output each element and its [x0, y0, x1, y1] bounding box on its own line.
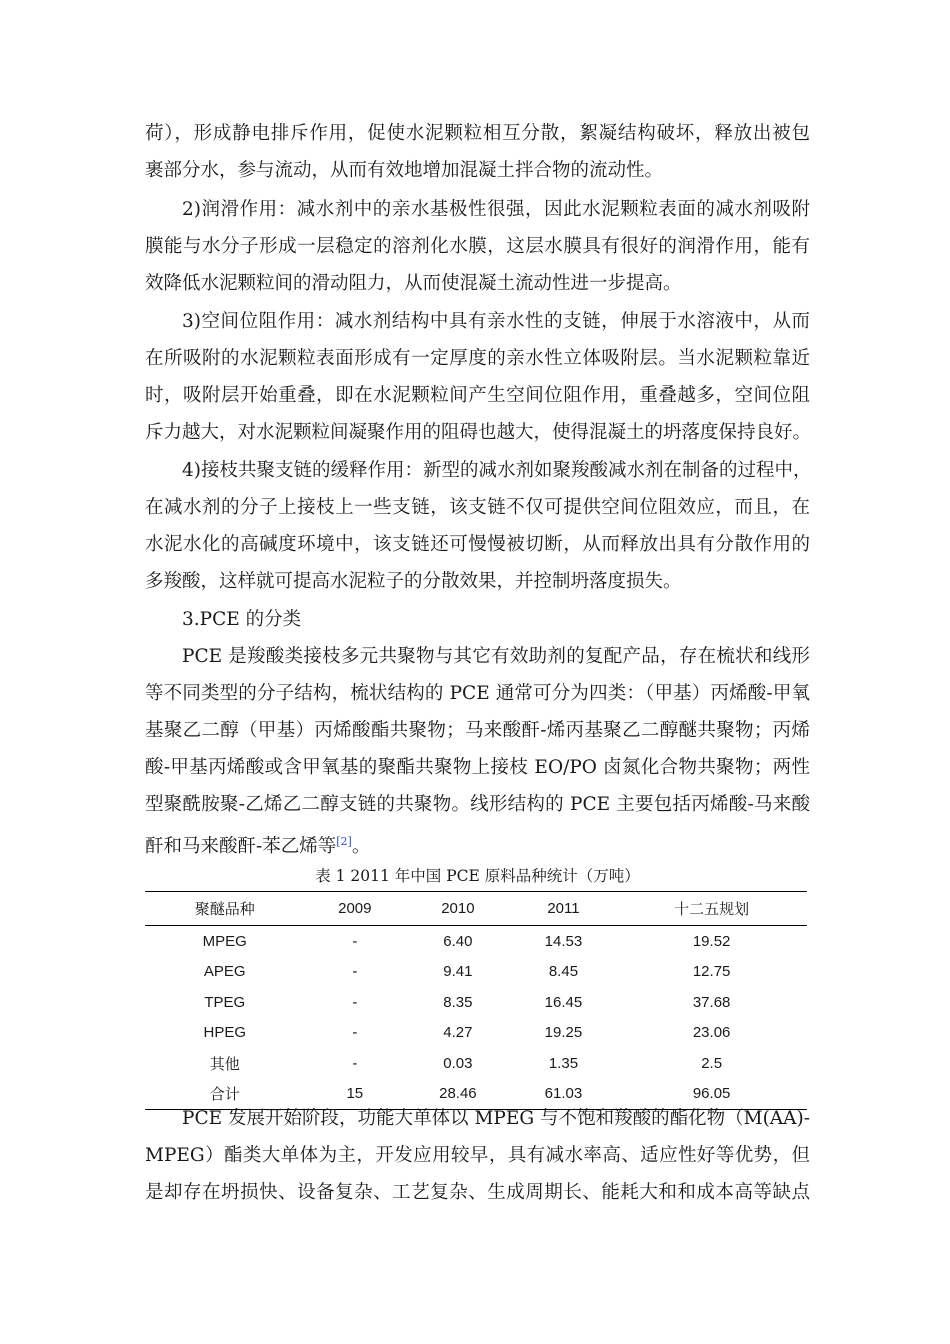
table-cell: TPEG: [204, 993, 246, 1011]
text-line: 2)润滑作用：减水剂中的亲水基极性很强，因此水泥颗粒表面的减水剂吸附: [182, 199, 810, 220]
section-heading: 3.PCE 的分类: [182, 609, 302, 630]
table-cell: 96.05: [692, 1085, 731, 1103]
text-line-last: [145, 823, 810, 860]
text-line: 效降低水泥颗粒间的滑动阻力，从而使混凝土流动性进一步提高。: [145, 273, 682, 294]
table-cell: 12.75: [692, 963, 731, 981]
text-line: PCE 是羧酸类接枝多元共聚物与其它有效助剂的复配产品，存在梳状和线形: [182, 646, 810, 667]
text-line: 酸-甲基丙烯酸或含甲氧基的聚酯共聚物上接枝 EO/PO 卤氮化合物共聚物；两性: [145, 757, 810, 778]
text-line: 型聚酰胺聚-乙烯乙二醇支链的共聚物。线形结构的 PCE 主要包括丙烯酸-马来酸: [145, 794, 810, 815]
text-line: 基聚乙二醇（甲基）丙烯酸酯共聚物；马来酸酐-烯丙基聚乙二醇醚共聚物；丙烯: [145, 720, 810, 741]
text-line: 在减水剂的分子上接枝上一些支链，该支链不仅可提供空间位阻效应，而且，在: [145, 497, 810, 518]
paragraph-pce-development: [145, 1100, 810, 1211]
table-cell: 6.40: [443, 932, 473, 950]
paragraph-steric-hindrance: [145, 303, 810, 451]
text-line: 等不同类型的分子结构，梳状结构的 PCE 通常可分为四类：（甲基）丙烯酸-甲氧: [145, 683, 810, 704]
table-cell: 其他: [209, 1055, 240, 1073]
table-cell: -: [352, 993, 358, 1011]
text-line: MPEG）酯类大单体为主，开发应用较早，具有减水率高、适应性好等优势，但: [145, 1145, 810, 1166]
text-line: 荷），形成静电排斥作用，促使水泥颗粒相互分散，絮凝结构破坏，释放出被包: [145, 123, 810, 144]
table-cell: MPEG: [202, 932, 247, 950]
pce-raw-material-table: [145, 891, 807, 1110]
table-cell: 14.53: [544, 932, 583, 950]
table-cell: 37.68: [692, 993, 731, 1011]
table-cell: 合计: [209, 1086, 240, 1104]
paragraph-pce-classification: [145, 638, 810, 860]
table-row: [145, 1018, 807, 1049]
text-line: 多羧酸，这样就可提高水泥粒子的分散效果，并控制坍落度损失。: [145, 571, 682, 592]
column-header: 2011: [547, 900, 580, 917]
table-cell: -: [352, 1054, 358, 1072]
table-cell: -: [352, 1024, 358, 1042]
table-cell: 0.03: [443, 1054, 473, 1072]
text-line: 4)接枝共聚支链的缓释作用：新型的减水剂如聚羧酸减水剂在制备的过程中，: [182, 460, 812, 481]
text-line: 裹部分水，参与流动，从而有效地增加混凝土拌合物的流动性。: [145, 160, 664, 181]
table-cell: 19.52: [692, 932, 731, 950]
column-header: 2010: [441, 900, 475, 917]
text-line: 水泥水化的高碱度环境中，该支链还可慢慢被切断，从而释放出具有分散作用的: [145, 534, 810, 555]
text-line: PCE 发展开始阶段，功能大单体以 MPEG 与不饱和羧酸的酯化物（M(AA)-: [182, 1108, 810, 1129]
text-line: 膜能与水分子形成一层稳定的溶剂化水膜，这层水膜具有很好的润滑作用，能有: [145, 236, 810, 257]
paragraph-slow-release: [145, 452, 810, 600]
table-cell: 23.06: [692, 1024, 731, 1042]
table-row: [145, 926, 807, 957]
table-cell: 2.5: [701, 1054, 723, 1072]
table-cell: -: [352, 963, 358, 981]
table-cell: 16.45: [544, 993, 583, 1011]
table-row: [145, 987, 807, 1018]
table-row: [145, 957, 807, 988]
table-cell: 4.27: [443, 1024, 473, 1042]
table-header-row: [145, 892, 807, 926]
text-fragment: 。: [351, 836, 371, 858]
table-cell: HPEG: [203, 1024, 247, 1042]
table-cell: 15: [346, 1085, 364, 1103]
paragraph-lubrication: [145, 191, 810, 302]
table-cell: 8.35: [443, 993, 473, 1011]
table-cell: 1.35: [548, 1054, 579, 1072]
column-header: 2009: [338, 900, 372, 917]
column-header: 十二五规划: [674, 901, 750, 918]
table-cell: APEG: [203, 963, 246, 981]
table-cell: -: [352, 932, 358, 950]
table-cell: 19.25: [544, 1024, 583, 1042]
table-cell: 28.46: [439, 1085, 477, 1103]
citation-link[interactable]: [2]: [336, 835, 352, 848]
paragraph-continuation: [145, 115, 810, 189]
text-line: 斥力越大，对水泥颗粒间凝聚作用的阻碍也越大，使得混凝土的坍落度保持良好。: [145, 422, 812, 443]
column-header: 聚醚品种: [194, 901, 255, 918]
text-fragment: 酐和马来酸酐-苯乙烯等: [145, 836, 337, 858]
text-line: 在所吸附的水泥颗粒表面形成有一定厚度的亲水性立体吸附层。当水泥颗粒靠近: [145, 348, 810, 369]
table-cell: 8.45: [548, 963, 579, 981]
text-line: 3)空间位阻作用：减水剂结构中具有亲水性的支链，伸展于水溶液中，从而: [182, 311, 810, 332]
table-cell: 61.03: [544, 1085, 583, 1103]
table-cell: 9.41: [443, 963, 473, 981]
text-line: 时，吸附层开始重叠，即在水泥颗粒间产生空间位阻作用，重叠越多，空间位阻: [145, 385, 810, 406]
table-caption: 表 1 2011 年中国 PCE 原料品种统计（万吨）: [315, 867, 640, 885]
text-line: 是却存在坍损快、设备复杂、工艺复杂、生成周期长、能耗大和和成本高等缺点: [145, 1182, 810, 1203]
table-row: [145, 1048, 807, 1079]
